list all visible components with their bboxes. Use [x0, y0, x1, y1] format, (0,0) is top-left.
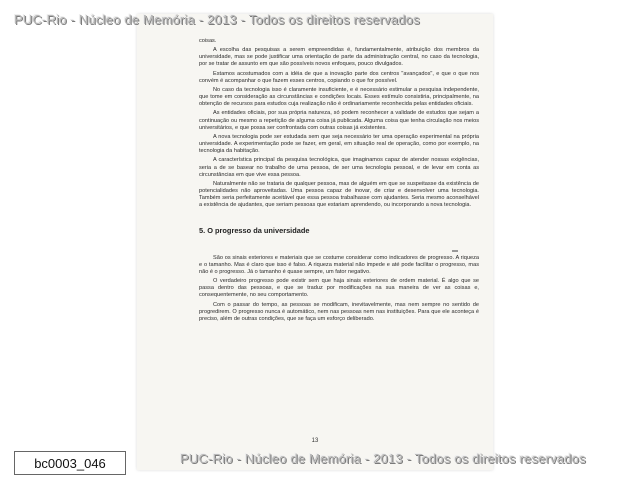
watermark-bottom: PUC-Rio - Núcleo de Memória - 2013 - Todos os direitos reservados: [180, 451, 586, 466]
paragraph: coisas.: [199, 38, 217, 44]
image-id-label: bc0003_046: [14, 451, 126, 475]
paragraph: Naturalmente não se trataria de qualquer pessoa, mas de alguém em que se suspeitasse da existência de potencialidades não aproveitadas. Uma pessoa capaz de inovar, de criar e desenvolver uma tecnologia. Também seria perfeitamente aceitável que essa pessoa trabalhasse com ajudantes. Seria mesmo aconselhável a existência de ajudantes, que seriam pessoas que estariam aprendendo, ou incorporando a nova tecnologia.: [199, 180, 479, 209]
scanned-page: [137, 14, 493, 470]
margin-mark: [452, 250, 458, 252]
paragraph: A característica principal da pesquisa tecnológica, que imaginamos capaz de atender nossas exigências, seria a de se basear no trabalho de uma pessoa, de ser uma tecnologia pessoal, e de levar em conta as circunstâncias em que vive essa pessoa.: [199, 157, 479, 178]
paragraph: São os sinais exteriores e materiais que se costume considerar como indicadores de progresso. A riqueza e o tamanho. Mas é claro que isso é falso. A riqueza material não impede e até pode facilitar o progresso, mas não é o progresso. Já o tamanho é quase sempre, um fator negativo.: [199, 254, 479, 275]
section-heading: 5. O progresso da universidade: [199, 226, 310, 236]
watermark-top: PUC-Rio - Núcleo de Memória - 2013 - Todos os direitos reservados: [14, 12, 420, 27]
paragraph: As entidades oficiais, por sua própria natureza, só podem reconhecer a validade de estudos que sejam a continuação ou mesmo a repetição de alguma coisa já publicada. Alguma coisa que tenha circulação nos meios universitários, e que possa ser confrontada com outras coisas já existentes.: [199, 110, 479, 131]
paragraph: Estamos acostumados com a idéia de que a inovação parte dos centros "avançados", e que o que nos convém é acompanhar o que fazem esses centros, copiando o que for possível.: [199, 70, 479, 84]
page-body: [199, 38, 479, 325]
paragraph: No caso da tecnologia isso é claramente insuficiente, e é necessário estimular a pesquisa independente, que tome em consideração as circunstâncias e condições locais. Esses estímulo consistiria, principalmente, na obtenção de recursos para estudos cuja realização não é ordinariamente reconhecida pelas entidades oficiais.: [199, 86, 479, 108]
page-number: 13: [311, 438, 319, 444]
paragraph: O verdadeiro progresso pode existir sem que haja sinais exteriores de ordem material. É algo que se passa dentro das pessoas, e que se traduz por modificações na sua maneira de ver as coisas e, consequentemente, no seu comportamento.: [199, 278, 479, 299]
paragraph: A escolha das pesquisas a serem empreendidas é, fundamentalmente, atribuição dos membros da universidade, mas se pode justificar uma orientação de parte da administração central, no caso da tecnologia, por se tratar de assunto em que são possíveis novos enfoques, pouco divulgados.: [199, 47, 479, 68]
paragraph: A nova tecnologia pode ser estudada sem que seja necessário ter uma operação experimental na própria universidade. A experimentação pode se fazer, em geral, em situação real de operação, como por exemplo, na tecnologia da habitação.: [199, 133, 479, 155]
paragraph: Com o passar do tempo, as pessoas se modificam, inevitavelmente, mas nem sempre no sentido de progredirem. O progresso nunca é automático, nem nas pessoas nem nas instituições. Para que ele aconteça é preciso, além de outras condições, que se faça um esforço deliberado.: [199, 301, 479, 322]
